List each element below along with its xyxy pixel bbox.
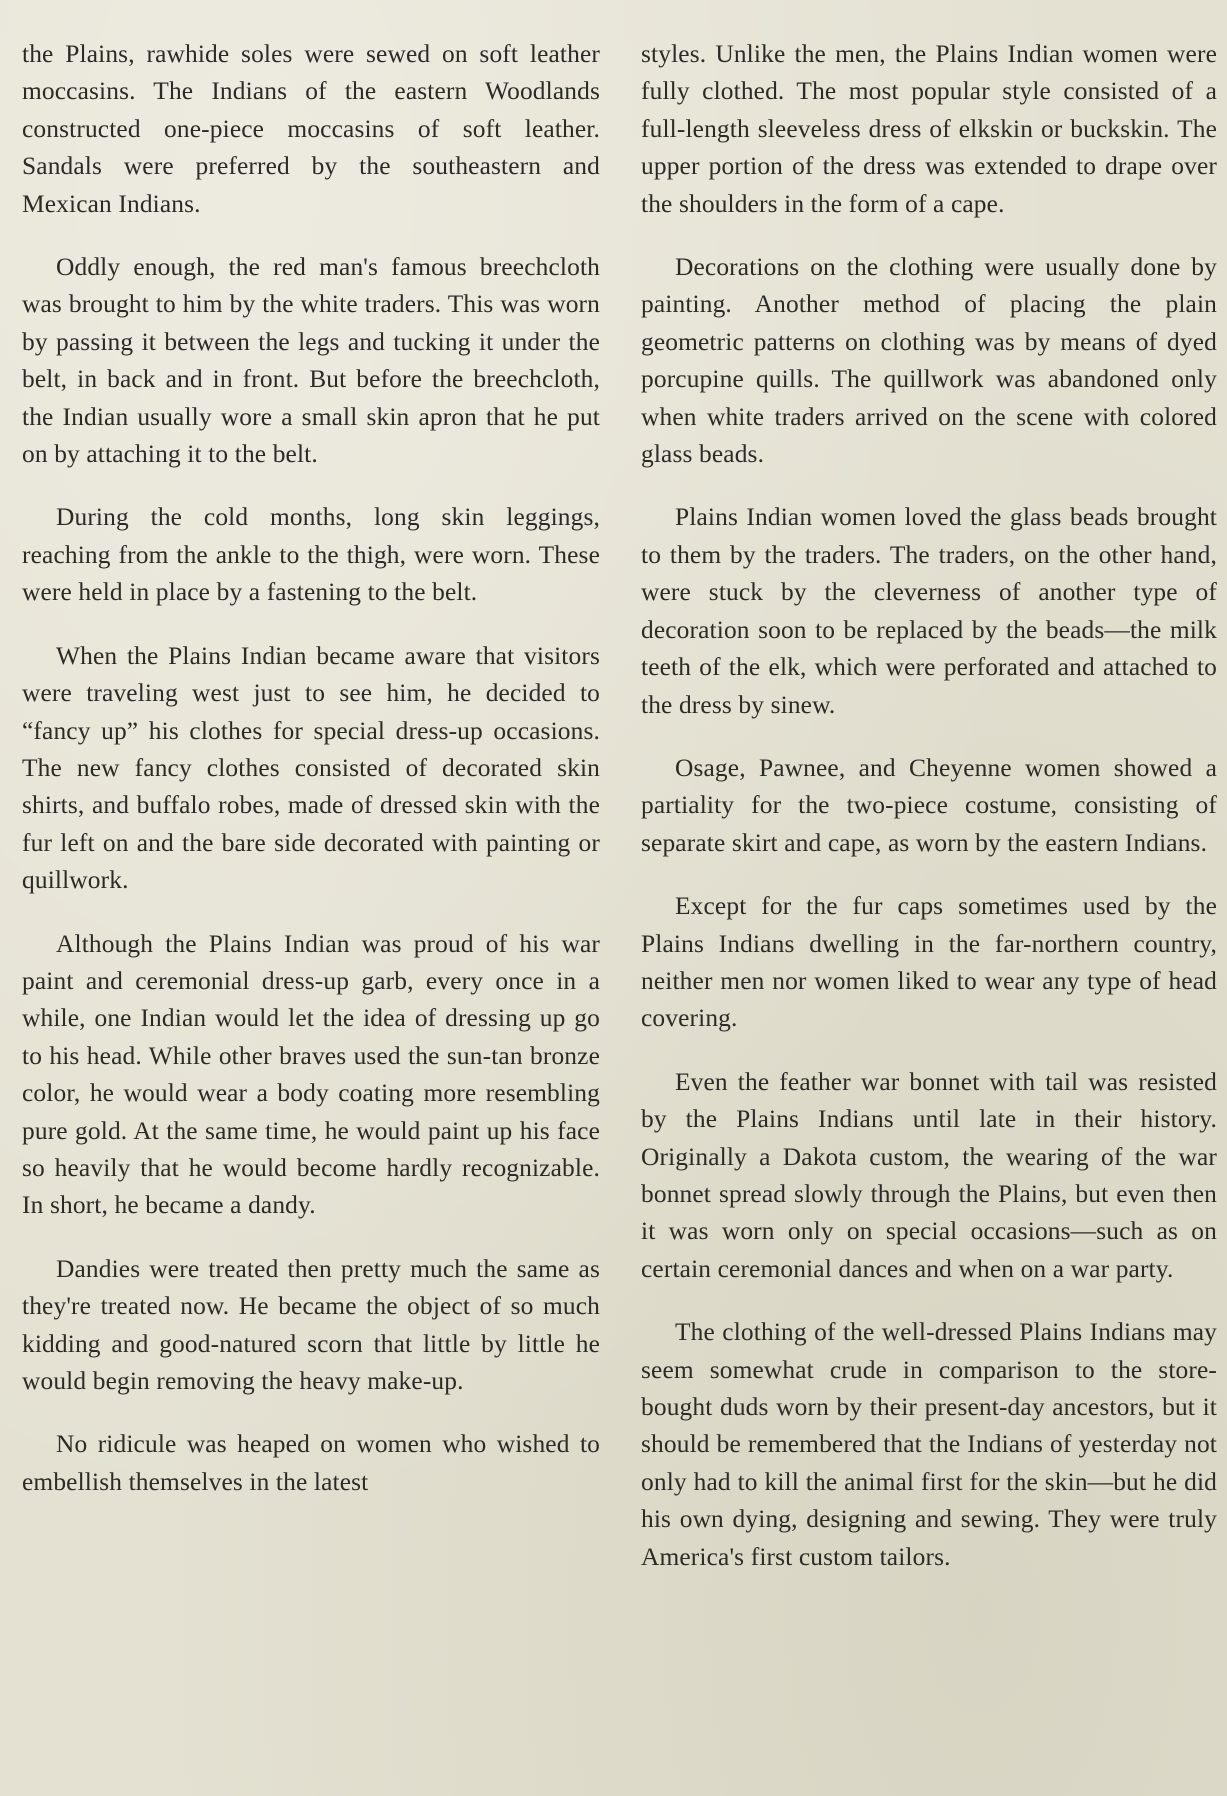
paragraph: Although the Plains Indian was proud of his war paint and ceremonial dress-up garb, every once in a while, one Indian would let the idea of dressing up go to his head. While other braves used the sun-tan bronze color, he would wear a body coating more resembling pure gold. At the same time, he would paint up his face so heavily that he would become hardly recognizable. In short, he became a dandy.: [22, 929, 600, 1220]
paragraph: Osage, Pawnee, and Cheyenne women showed a partiality for the two-piece costume, consisting of separate skirt and cape, as worn by the eastern Indians.: [641, 753, 1217, 857]
paragraph: styles. Unlike the men, the Plains Indian women were fully clothed. The most popular style consisted of a full-length sleeveless dress of elkskin or buckskin. The upper portion of the dress was extended to drape over the shoulders in the form of a cape.: [641, 40, 1217, 218]
paragraph: Except for the fur caps sometimes used by the Plains Indians dwelling in the far-northern country, neither men nor women liked to wear any type of head covering.: [641, 892, 1217, 1033]
paragraph: Dandies were treated then pretty much the same as they're treated now. He became the object of so much kidding and good-natured scorn that little by little he would begin removing the heavy make-up.: [22, 1254, 600, 1395]
paragraph: Plains Indian women loved the glass beads brought to them by the traders. The traders, on the other hand, were stuck by the cleverness of another type of decoration soon to be replaced by the beads—the milk teeth of the elk, which were perforated and attached to the dress by sinew.: [641, 503, 1217, 719]
paragraph: the Plains, rawhide soles were sewed on soft leather moccasins. The Indians of the eastern Woodlands constructed one-piece moccasins of soft leather. Sandals were preferred by the southeastern and Mexican Indians.: [22, 40, 600, 218]
paragraph: When the Plains Indian became aware that visitors were traveling west just to see him, he decided to “fancy up” his clothes for special dress-up occasions. The new fancy clothes consisted of decorated skin shirts, and buffalo robes, made of dressed skin with the fur left on and the bare side decorated with painting or quillwork.: [22, 641, 600, 895]
paragraph: Even the feather war bonnet with tail was resisted by the Plains Indians until late in their history. Originally a Dakota custom, the wearing of the war bonnet spread slowly through the Plains, but even then it was worn only on special occasions—such as on certain ceremonial dances and when on a war party.: [641, 1067, 1217, 1283]
paragraph: Decorations on the clothing were usually done by painting. Another method of placing the plain geometric patterns on clothing was by means of dyed porcupine quills. The quillwork was abandoned only when white traders arrived on the scene with colored glass beads.: [641, 253, 1217, 469]
paragraph: During the cold months, long skin leggings, reaching from the ankle to the thigh, were worn. These were held in place by a fastening to the belt.: [22, 503, 600, 607]
paragraph: No ridicule was heaped on women who wished to embellish themselves in the latest: [22, 1430, 600, 1496]
paragraph: The clothing of the well-dressed Plains Indians may seem somewhat crude in comparison to the store-bought duds worn by their present-day ancestors, but it should be remembered that the Indians of yesterday not only had to kill the animal first for the skin—but he did his own dying, designing and sewing. They were truly America's first custom tailors.: [641, 1318, 1217, 1571]
paragraph: Oddly enough, the red man's famous breechcloth was brought to him by the white traders. This was worn by passing it between the legs and tucking it under the belt, in back and in front. But before the breechcloth, the Indian usually wore a small skin apron that he put on by attaching it to the belt.: [22, 253, 600, 469]
left-column: [22, 36, 600, 1501]
right-column: [641, 36, 1217, 1576]
